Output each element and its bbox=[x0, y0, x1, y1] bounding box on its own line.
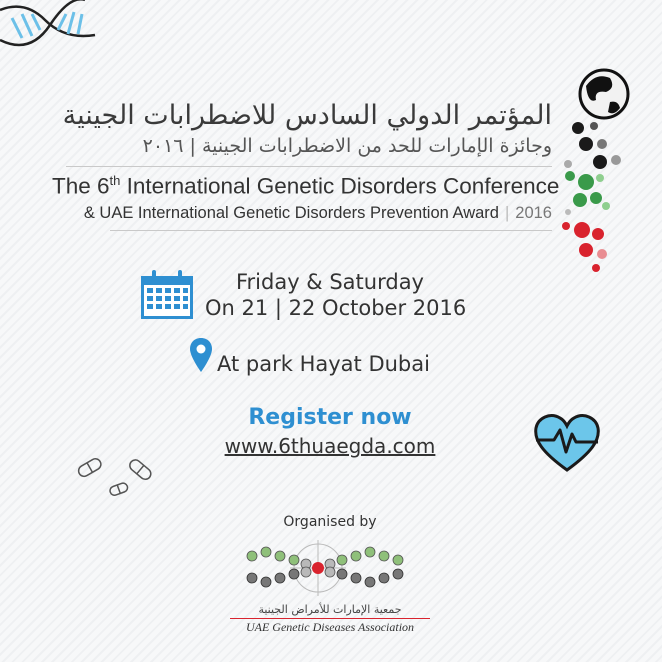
association-underline bbox=[230, 618, 430, 619]
map-pin-icon bbox=[190, 338, 212, 372]
conference-title: The 6th International Genetic Disorders Conference bbox=[52, 173, 560, 199]
dna-helix-icon bbox=[0, 0, 100, 80]
association-name-english: UAE Genetic Diseases Association bbox=[245, 620, 415, 634]
association-logo bbox=[244, 538, 414, 602]
association-name-arabic: جمعية الإمارات للأمراض الجينية bbox=[258, 603, 402, 616]
event-days: Friday & Saturday bbox=[235, 270, 424, 294]
heart-pulse-icon bbox=[532, 412, 602, 474]
globe-icon bbox=[556, 56, 636, 276]
event-location: At park Hayat Dubai bbox=[217, 352, 430, 376]
pill-icon bbox=[72, 450, 162, 500]
divider-bottom bbox=[110, 230, 552, 231]
organised-by-label: Organised by bbox=[283, 514, 377, 530]
arabic-subtitle: وجائزة الإمارات للحد من الاضطرابات الجينية | ٢٠١٦ bbox=[142, 135, 552, 157]
divider-top bbox=[66, 166, 552, 167]
event-dates: On 21 | 22 October 2016 bbox=[205, 296, 467, 320]
register-link[interactable]: www.6thuaegda.com bbox=[224, 434, 436, 458]
register-now-heading: Register now bbox=[248, 405, 412, 430]
conference-subtitle: & UAE International Genetic Disorders Prevention Award | 2016 bbox=[83, 204, 552, 222]
calendar-icon bbox=[140, 270, 194, 320]
arabic-title: المؤتمر الدولي السادس للاضطرابات الجينية bbox=[62, 100, 552, 131]
